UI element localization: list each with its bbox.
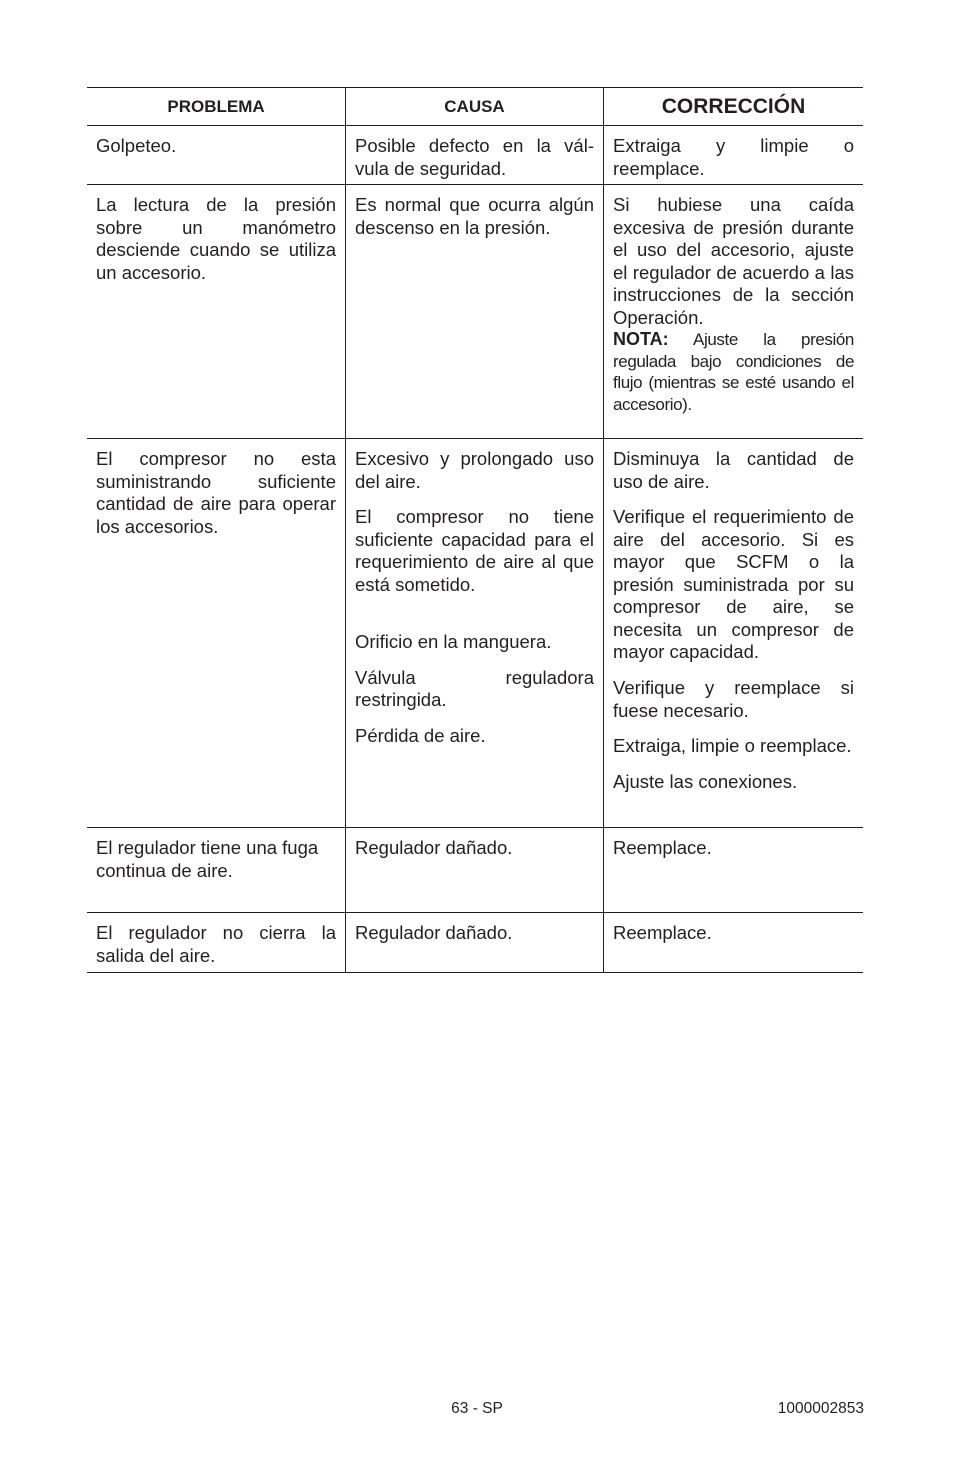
table-row <box>87 126 863 185</box>
cause-item: Excesivo y prolongado uso del aire. <box>355 448 594 492</box>
header-problema: PROBLEMA <box>167 96 265 116</box>
table-row <box>87 185 863 439</box>
table-row <box>87 439 863 828</box>
correction-item: Verifique y reemplace si fuese necesario. <box>613 677 854 721</box>
document-number: 1000002853 <box>777 1400 864 1417</box>
correction-item: Disminuya la cantidad de uso de aire. <box>613 448 854 492</box>
problem-cell: El regulador tiene una fuga continua de aire. <box>96 837 319 881</box>
correction-cell: Reemplace. <box>603 828 863 912</box>
table-row <box>87 913 863 973</box>
correction-cell: Extraiga y limpie o reemplace. <box>603 126 863 184</box>
cause-item: Pérdida de aire. <box>355 724 486 746</box>
header-correccion: CORRECCIÓN <box>603 88 863 125</box>
problem-cell: La lectura de la presión sobre un manómetro desciende cuando se utiliza un accesorio. <box>96 194 336 283</box>
problem-cell: El regulador no cierra la salida del aire. <box>96 922 336 966</box>
page-number: 63 - SP <box>451 1400 503 1417</box>
note-text: Ajuste la presión regulada bajo condiciones de flujo (mientras se esté usando el accesorio). <box>613 330 854 414</box>
correction-item: Ajuste las conexiones. <box>613 770 798 792</box>
cause-cell: Es normal que ocurra algún descenso en la presión. <box>345 185 603 438</box>
note <box>613 329 854 415</box>
problem-cell: El compresor no esta suministrando suficiente cantidad de aire para operar los accesorios. <box>96 448 336 537</box>
correction-item: Extraiga, limpie o reemplace. <box>613 735 852 756</box>
table-row <box>87 828 863 913</box>
header-causa: CAUSA <box>345 88 603 125</box>
problem-cell: Golpeteo. <box>96 135 177 156</box>
cause-item: Orificio en la manguera. <box>355 631 552 652</box>
correction-cell <box>603 439 863 827</box>
table-header <box>87 87 863 126</box>
correction-item: Verifique el requerimiento de aire del accesorio. Si es mayor que SCFM o la presión suministrada por su compresor de aire, se necesita un compresor de mayor capacidad. <box>613 506 854 662</box>
cause-item: El compresor no tiene suficiente capacidad para el requerimiento de aire al que está sometido. <box>355 506 594 595</box>
correction-cell: Reemplace. <box>603 913 863 972</box>
cause-cell: Regulador dañado. <box>345 828 603 912</box>
correction-cell: Si hubiese una caída excesiva de presión durante el uso del accesorio, ajuste el regulador de acuerdo a las instrucciones de la sección Operación. NOTA: Ajuste la presión regulada bajo condiciones de flujo (mientras se esté usando el accesorio). <box>603 185 863 438</box>
cause-cell: Regulador dañado. <box>345 913 603 972</box>
cause-cell <box>345 439 603 827</box>
cause-item: Válvula reguladora restringida. <box>355 666 594 710</box>
troubleshooting-table <box>87 87 863 973</box>
note-label: NOTA: <box>613 329 669 349</box>
cause-cell: Posible defecto en la vál-vula de seguridad. <box>345 126 603 184</box>
